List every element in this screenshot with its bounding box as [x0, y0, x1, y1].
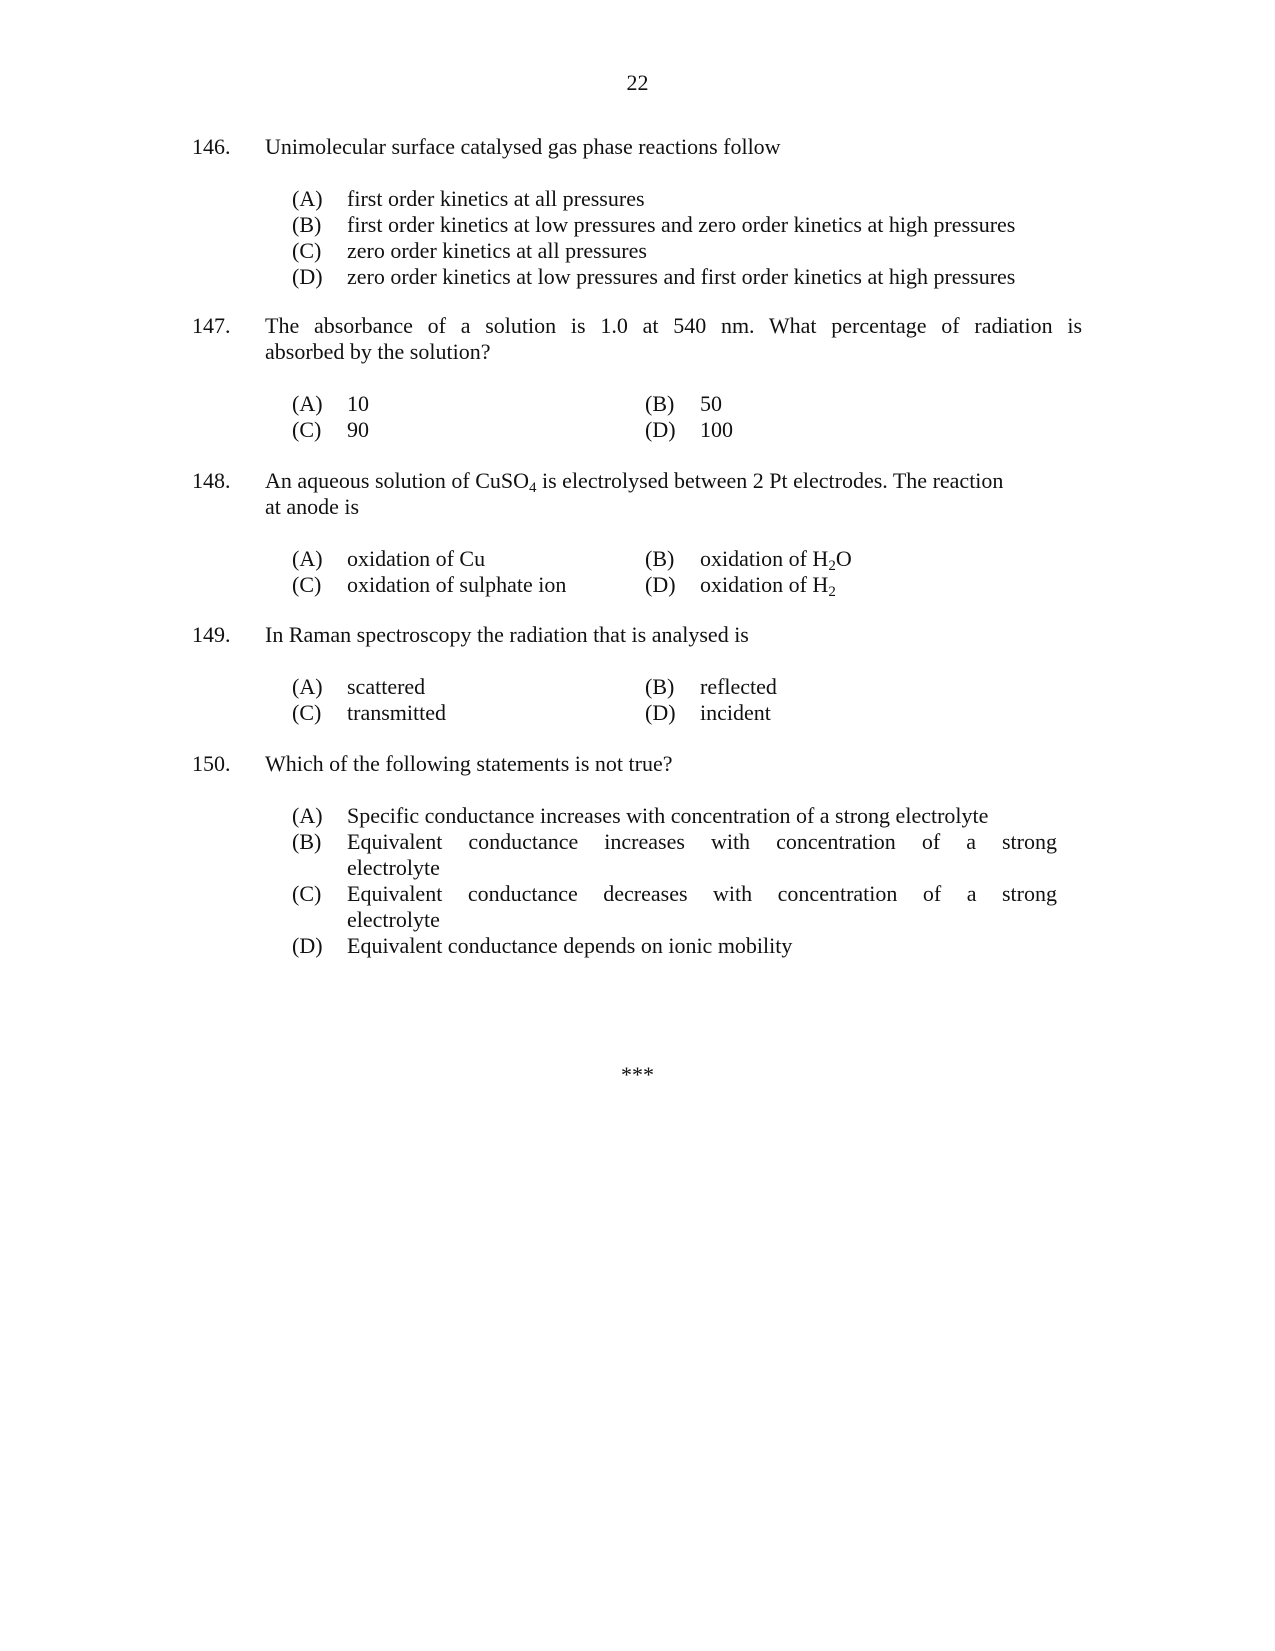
- option-letter: (A): [292, 546, 323, 571]
- subscript: 2: [828, 584, 836, 600]
- option-letter: (A): [292, 186, 323, 211]
- subscript: 2: [828, 558, 836, 574]
- option-letter: (A): [292, 803, 323, 828]
- option-text: first order kinetics at all pressures: [347, 186, 645, 211]
- option-letter: (D): [292, 264, 323, 289]
- option-letter: (A): [292, 674, 323, 699]
- text-pre: An aqueous solution of CuSO: [265, 468, 529, 493]
- subscript: 4: [529, 480, 537, 496]
- option-letter: (D): [645, 572, 676, 597]
- option-text: scattered: [347, 674, 426, 699]
- option-letter: (B): [292, 212, 322, 237]
- option-text: 90: [347, 417, 369, 442]
- question-number: 149.: [192, 622, 231, 647]
- question-text: Which of the following statements is not true?: [265, 751, 673, 776]
- option-letter: (B): [645, 674, 675, 699]
- option-text-line-1: Equivalent conductance decreases with concentration of a strong: [347, 881, 1057, 906]
- option-text: [700, 546, 852, 572]
- option-letter: (D): [645, 700, 676, 725]
- option-text: zero order kinetics at all pressures: [347, 238, 647, 263]
- option-text-line-1: Equivalent conductance increases with concentration of a strong: [347, 829, 1057, 854]
- page-number: 22: [626, 70, 649, 95]
- question-number: 148.: [192, 468, 231, 493]
- option-text-line-2: electrolyte: [347, 855, 440, 880]
- question-number: 147.: [192, 313, 231, 338]
- option-letter: (D): [645, 417, 676, 442]
- option-text: [700, 572, 836, 598]
- option-text: Specific conductance increases with concentration of a strong electrolyte: [347, 803, 989, 828]
- option-letter: (C): [292, 700, 322, 725]
- text-post: is electrolysed between 2 Pt electrodes. The reaction: [536, 468, 1004, 493]
- question-text-line-1: [265, 468, 1082, 494]
- option-letter: (B): [292, 829, 322, 854]
- option-letter: (A): [292, 391, 323, 416]
- question-text-line-2: at anode is: [265, 494, 360, 519]
- question-text: In Raman spectroscopy the radiation that is analysed is: [265, 622, 749, 647]
- option-letter: (C): [292, 881, 322, 906]
- question-text-line-2: absorbed by the solution?: [265, 339, 491, 364]
- option-letter: (C): [292, 417, 322, 442]
- option-text: oxidation of sulphate ion: [347, 572, 567, 597]
- question-number: 146.: [192, 134, 231, 159]
- option-letter: (C): [292, 572, 322, 597]
- option-text: transmitted: [347, 700, 446, 725]
- option-text: 50: [700, 391, 722, 416]
- option-text: 10: [347, 391, 369, 416]
- option-letter: (D): [292, 933, 323, 958]
- option-text: oxidation of Cu: [347, 546, 486, 571]
- option-letter: (C): [292, 238, 322, 263]
- question-text-line-1: The absorbance of a solution is 1.0 at 540 nm. What percentage of radiation is: [265, 313, 1082, 338]
- text-pre: oxidation of H: [700, 546, 829, 571]
- option-text: zero order kinetics at low pressures and first order kinetics at high pressures: [347, 264, 1016, 289]
- option-text: incident: [700, 700, 771, 725]
- option-text: 100: [700, 417, 733, 442]
- question-number: 150.: [192, 751, 231, 776]
- question-text: Unimolecular surface catalysed gas phase reactions follow: [265, 134, 781, 159]
- option-text-line-2: electrolyte: [347, 907, 440, 932]
- text-pre: oxidation of H: [700, 572, 829, 597]
- end-marker: ***: [621, 1062, 654, 1087]
- option-text: first order kinetics at low pressures and zero order kinetics at high pressures: [347, 212, 1016, 237]
- text-post: O: [835, 546, 852, 571]
- option-letter: (B): [645, 391, 675, 416]
- option-text: Equivalent conductance depends on ionic mobility: [347, 933, 793, 958]
- option-text: reflected: [700, 674, 777, 699]
- text-part: [265, 468, 1003, 494]
- option-letter: (B): [645, 546, 675, 571]
